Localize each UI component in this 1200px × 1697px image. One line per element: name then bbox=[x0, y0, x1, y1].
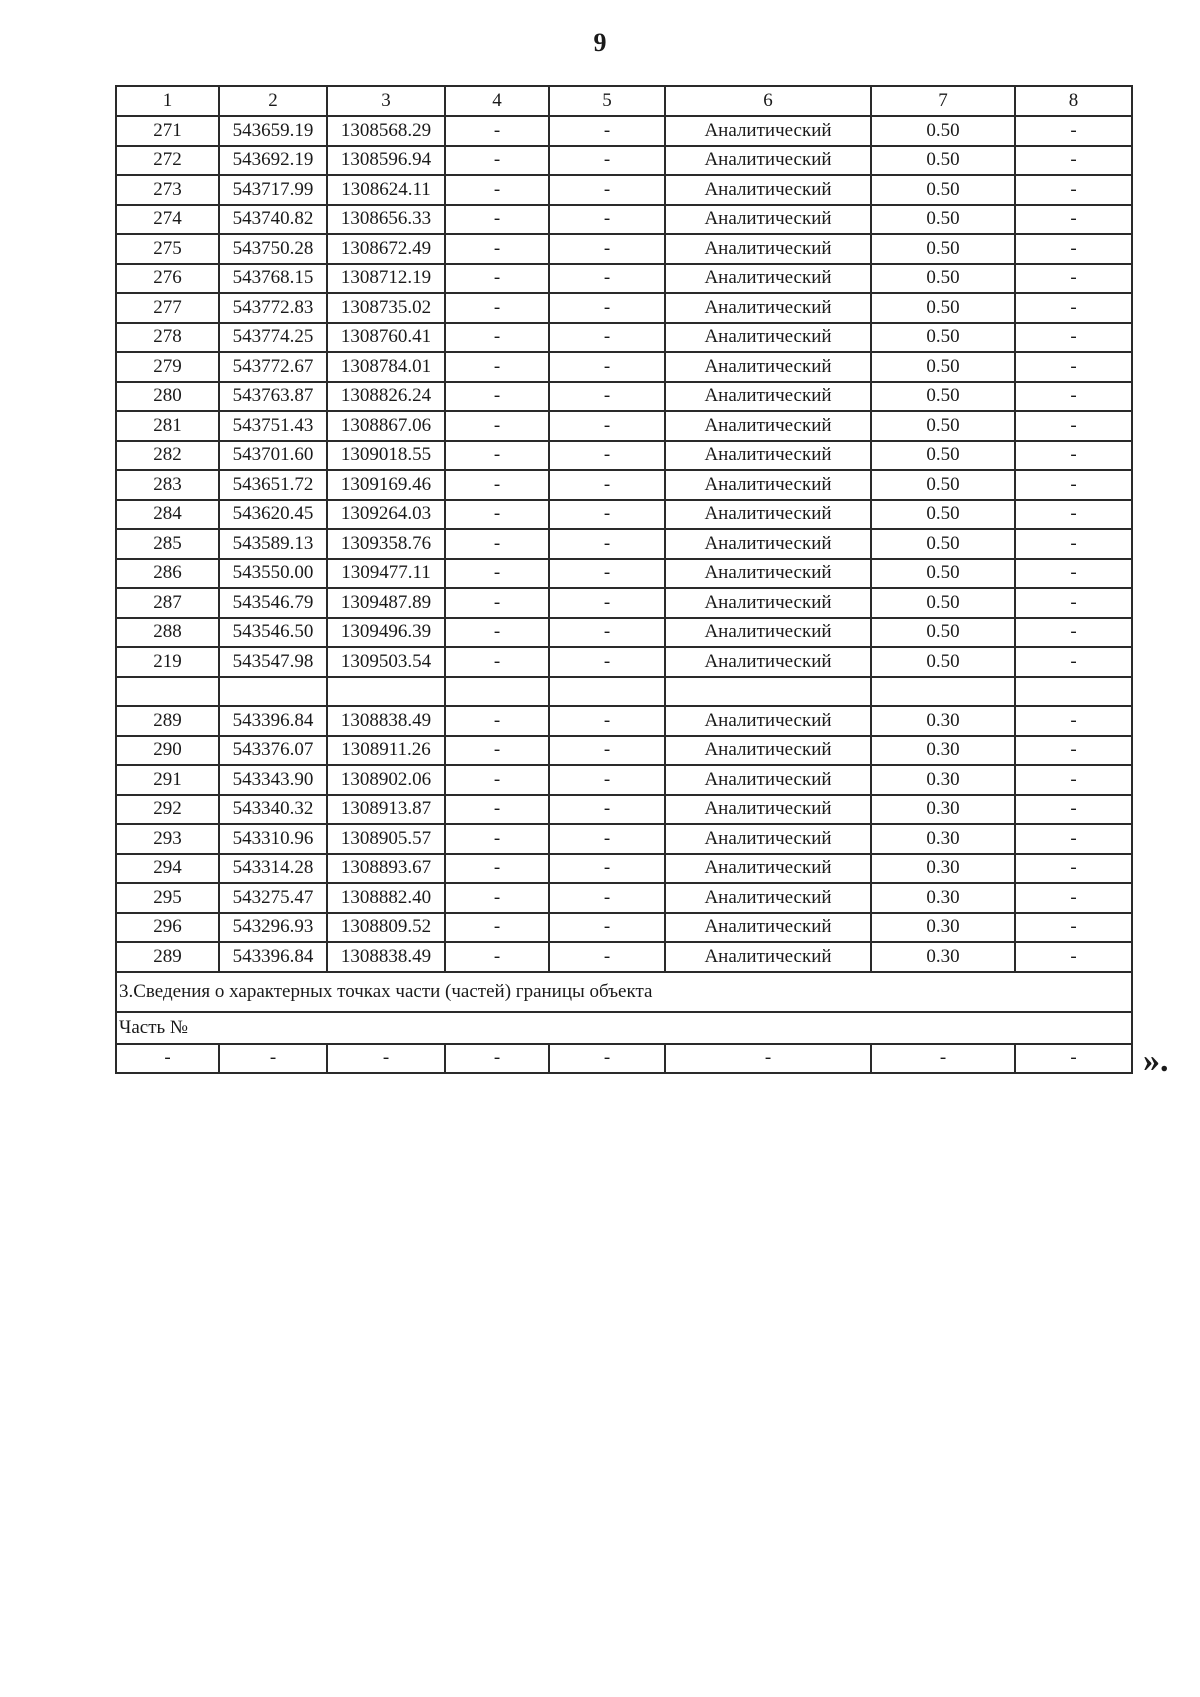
table-cell: 272 bbox=[116, 146, 219, 176]
table-row bbox=[116, 264, 1132, 294]
table-cell: 0.30 bbox=[871, 854, 1015, 884]
table-cell: 1308656.33 bbox=[327, 205, 445, 235]
table-cell: - bbox=[445, 824, 549, 854]
table-cell: 0.50 bbox=[871, 146, 1015, 176]
table-cell: 543547.98 bbox=[219, 647, 327, 677]
table-cell: 0.50 bbox=[871, 441, 1015, 471]
table-cell: 0.50 bbox=[871, 559, 1015, 589]
table-cell: 1308905.57 bbox=[327, 824, 445, 854]
table-row bbox=[116, 529, 1132, 559]
table-cell: - bbox=[1015, 382, 1132, 412]
table-cell: 275 bbox=[116, 234, 219, 264]
table-cell: - bbox=[1015, 588, 1132, 618]
table-cell: - bbox=[445, 205, 549, 235]
table-cell: - bbox=[549, 706, 665, 736]
table-cell: - bbox=[549, 264, 665, 294]
table-cell: Аналитический bbox=[665, 234, 871, 264]
table-row bbox=[116, 500, 1132, 530]
table-cell: 279 bbox=[116, 352, 219, 382]
table-header-row bbox=[116, 86, 1132, 116]
table-cell: 543546.79 bbox=[219, 588, 327, 618]
table-cell: - bbox=[445, 146, 549, 176]
table-cell: 287 bbox=[116, 588, 219, 618]
table-cell: 543659.19 bbox=[219, 116, 327, 146]
table-cell: 0.50 bbox=[871, 411, 1015, 441]
table-cell: - bbox=[445, 264, 549, 294]
table-cell: 271 bbox=[116, 116, 219, 146]
table-cell: - bbox=[549, 470, 665, 500]
table-cell: - bbox=[665, 1044, 871, 1074]
table-cell: 1309169.46 bbox=[327, 470, 445, 500]
table-cell: Аналитический bbox=[665, 618, 871, 648]
table-cell: Аналитический bbox=[665, 205, 871, 235]
table-cell: 0.50 bbox=[871, 588, 1015, 618]
table-cell: 0.30 bbox=[871, 765, 1015, 795]
table-row bbox=[116, 913, 1132, 943]
table-cell: - bbox=[327, 1044, 445, 1074]
table-cell: 277 bbox=[116, 293, 219, 323]
table-cell: - bbox=[1015, 116, 1132, 146]
table-cell: 0.50 bbox=[871, 175, 1015, 205]
table-cell: - bbox=[445, 323, 549, 353]
table-cell bbox=[665, 677, 871, 707]
table-cell: 1309477.11 bbox=[327, 559, 445, 589]
table-cell: - bbox=[549, 441, 665, 471]
table-cell: Аналитический bbox=[665, 559, 871, 589]
table-cell: - bbox=[549, 500, 665, 530]
table-cell: 3 bbox=[327, 86, 445, 116]
table-row bbox=[116, 175, 1132, 205]
table-cell: - bbox=[549, 765, 665, 795]
table-row bbox=[116, 352, 1132, 382]
table-cell: Аналитический bbox=[665, 382, 871, 412]
table-cell: Аналитический bbox=[665, 795, 871, 825]
table-row bbox=[116, 677, 1132, 707]
table-cell: 5 bbox=[549, 86, 665, 116]
table-cell: - bbox=[1015, 618, 1132, 648]
table-cell: Аналитический bbox=[665, 352, 871, 382]
table-cell: Аналитический bbox=[665, 116, 871, 146]
table-row bbox=[116, 647, 1132, 677]
table-cell: - bbox=[1015, 175, 1132, 205]
table-cell: 543546.50 bbox=[219, 618, 327, 648]
table-cell: 0.50 bbox=[871, 529, 1015, 559]
table-cell: Аналитический bbox=[665, 765, 871, 795]
table-cell: Аналитический bbox=[665, 854, 871, 884]
table-cell: 543768.15 bbox=[219, 264, 327, 294]
table-cell: Аналитический bbox=[665, 441, 871, 471]
table-cell: 1308826.24 bbox=[327, 382, 445, 412]
table-cell: 0.50 bbox=[871, 264, 1015, 294]
table-cell: 219 bbox=[116, 647, 219, 677]
table-cell: Аналитический bbox=[665, 323, 871, 353]
table-cell: 543772.83 bbox=[219, 293, 327, 323]
table-cell: - bbox=[549, 116, 665, 146]
table-cell: 543772.67 bbox=[219, 352, 327, 382]
table-cell: - bbox=[549, 588, 665, 618]
table-cell: 0.50 bbox=[871, 382, 1015, 412]
table-cell: 1309358.76 bbox=[327, 529, 445, 559]
table-cell: 543396.84 bbox=[219, 706, 327, 736]
table-cell: 0.50 bbox=[871, 352, 1015, 382]
table-cell: Аналитический bbox=[665, 529, 871, 559]
table-cell: - bbox=[549, 146, 665, 176]
table-cell: - bbox=[445, 883, 549, 913]
table-cell: 291 bbox=[116, 765, 219, 795]
table-cell: 0.50 bbox=[871, 234, 1015, 264]
table-cell: - bbox=[445, 736, 549, 766]
table-cell: 1308911.26 bbox=[327, 736, 445, 766]
table-cell: 543396.84 bbox=[219, 942, 327, 972]
table-cell: 0.50 bbox=[871, 205, 1015, 235]
table-cell: 1308784.01 bbox=[327, 352, 445, 382]
table-cell: 543651.72 bbox=[219, 470, 327, 500]
table-cell: 290 bbox=[116, 736, 219, 766]
table-cell: - bbox=[445, 795, 549, 825]
table-cell: 281 bbox=[116, 411, 219, 441]
table-cell: - bbox=[445, 352, 549, 382]
table-cell: 1308902.06 bbox=[327, 765, 445, 795]
table-cell: - bbox=[1015, 1044, 1132, 1074]
table-row bbox=[116, 146, 1132, 176]
table-cell: - bbox=[549, 942, 665, 972]
table-cell: 1308893.67 bbox=[327, 854, 445, 884]
table-row bbox=[116, 618, 1132, 648]
table-cell: - bbox=[1015, 883, 1132, 913]
table-cell: - bbox=[1015, 352, 1132, 382]
table-cell: - bbox=[549, 736, 665, 766]
table-cell: - bbox=[445, 618, 549, 648]
table-cell: 274 bbox=[116, 205, 219, 235]
table-cell: - bbox=[445, 382, 549, 412]
table-cell: 0.50 bbox=[871, 618, 1015, 648]
table-cell: 543620.45 bbox=[219, 500, 327, 530]
table-cell: 289 bbox=[116, 706, 219, 736]
table-row bbox=[116, 441, 1132, 471]
table-cell bbox=[219, 677, 327, 707]
table-cell: Аналитический bbox=[665, 883, 871, 913]
table-cell: 0.30 bbox=[871, 883, 1015, 913]
table-cell: 285 bbox=[116, 529, 219, 559]
table-row bbox=[116, 382, 1132, 412]
table-cell: 1309018.55 bbox=[327, 441, 445, 471]
table-cell: 0.30 bbox=[871, 942, 1015, 972]
table-cell: - bbox=[445, 293, 549, 323]
table-cell: 543275.47 bbox=[219, 883, 327, 913]
table-cell: 543550.00 bbox=[219, 559, 327, 589]
table-cell: 283 bbox=[116, 470, 219, 500]
table-cell: 296 bbox=[116, 913, 219, 943]
table-row bbox=[116, 234, 1132, 264]
table-cell: 543376.07 bbox=[219, 736, 327, 766]
table-cell: 0.50 bbox=[871, 323, 1015, 353]
section-title: 3.Сведения о характерных точках части (частей) границы объекта bbox=[116, 972, 1132, 1012]
table-row bbox=[116, 205, 1132, 235]
table-cell: 284 bbox=[116, 500, 219, 530]
table-cell: 1308760.41 bbox=[327, 323, 445, 353]
table-cell: - bbox=[445, 529, 549, 559]
table-cell: 0.50 bbox=[871, 647, 1015, 677]
table-cell: 543343.90 bbox=[219, 765, 327, 795]
table-row bbox=[116, 411, 1132, 441]
table-cell: Аналитический bbox=[665, 500, 871, 530]
table-cell: - bbox=[445, 942, 549, 972]
table-cell: - bbox=[1015, 441, 1132, 471]
table-cell: 0.30 bbox=[871, 795, 1015, 825]
table-cell: - bbox=[1015, 913, 1132, 943]
table-cell: Аналитический bbox=[665, 264, 871, 294]
table-cell: 0.30 bbox=[871, 913, 1015, 943]
table-cell: Аналитический bbox=[665, 913, 871, 943]
coordinates-table bbox=[115, 85, 1133, 1074]
table-cell: 278 bbox=[116, 323, 219, 353]
table-cell: 1308735.02 bbox=[327, 293, 445, 323]
table-cell: 7 bbox=[871, 86, 1015, 116]
table-cell: 0.50 bbox=[871, 500, 1015, 530]
table-cell: Аналитический bbox=[665, 175, 871, 205]
table-cell: - bbox=[445, 588, 549, 618]
table-cell: 0.30 bbox=[871, 706, 1015, 736]
table-cell: - bbox=[445, 913, 549, 943]
table-cell: - bbox=[1015, 234, 1132, 264]
table-cell: 1308672.49 bbox=[327, 234, 445, 264]
table-cell: - bbox=[871, 1044, 1015, 1074]
table-row bbox=[116, 706, 1132, 736]
table-cell: - bbox=[1015, 146, 1132, 176]
table-cell: - bbox=[1015, 706, 1132, 736]
table-cell: 543340.32 bbox=[219, 795, 327, 825]
table-row bbox=[116, 1044, 1132, 1074]
table-cell: - bbox=[549, 382, 665, 412]
table-cell: - bbox=[219, 1044, 327, 1074]
table-cell: - bbox=[549, 913, 665, 943]
table-cell: - bbox=[549, 293, 665, 323]
table-cell: - bbox=[1015, 824, 1132, 854]
table-cell: - bbox=[445, 411, 549, 441]
table-cell: - bbox=[445, 647, 549, 677]
table-cell bbox=[327, 677, 445, 707]
table-cell: - bbox=[549, 618, 665, 648]
table-row bbox=[116, 942, 1132, 972]
table-cell: 543750.28 bbox=[219, 234, 327, 264]
table-cell: Аналитический bbox=[665, 824, 871, 854]
table-cell: - bbox=[1015, 470, 1132, 500]
section-title-row bbox=[116, 972, 1132, 1012]
table-cell: 1309503.54 bbox=[327, 647, 445, 677]
table-cell: - bbox=[1015, 500, 1132, 530]
table-cell: - bbox=[1015, 411, 1132, 441]
table-cell: 543717.99 bbox=[219, 175, 327, 205]
table-cell: - bbox=[549, 883, 665, 913]
table-row bbox=[116, 588, 1132, 618]
table-cell: 1309264.03 bbox=[327, 500, 445, 530]
table-cell: - bbox=[445, 175, 549, 205]
table-cell: 543751.43 bbox=[219, 411, 327, 441]
table-cell: - bbox=[445, 559, 549, 589]
table-cell: 276 bbox=[116, 264, 219, 294]
table-cell: 1308838.49 bbox=[327, 942, 445, 972]
table-cell: 1308913.87 bbox=[327, 795, 445, 825]
table-cell: 1309487.89 bbox=[327, 588, 445, 618]
table-cell: 0.50 bbox=[871, 470, 1015, 500]
table-row bbox=[116, 765, 1132, 795]
table-cell: - bbox=[549, 352, 665, 382]
table-cell: 1308882.40 bbox=[327, 883, 445, 913]
table-cell bbox=[549, 677, 665, 707]
table-cell: 0.50 bbox=[871, 293, 1015, 323]
table-cell: - bbox=[1015, 323, 1132, 353]
table-cell: 273 bbox=[116, 175, 219, 205]
table-cell bbox=[871, 677, 1015, 707]
table-cell: 289 bbox=[116, 942, 219, 972]
table-cell: - bbox=[1015, 647, 1132, 677]
table-cell: Аналитический bbox=[665, 736, 871, 766]
table-cell: 294 bbox=[116, 854, 219, 884]
table-cell bbox=[116, 677, 219, 707]
table-cell: - bbox=[549, 205, 665, 235]
table-row bbox=[116, 293, 1132, 323]
table-cell: - bbox=[549, 559, 665, 589]
table-cell: 543774.25 bbox=[219, 323, 327, 353]
table-cell: 0.30 bbox=[871, 736, 1015, 766]
table-cell: - bbox=[445, 765, 549, 795]
table-cell: Аналитический bbox=[665, 942, 871, 972]
table-cell: 0.30 bbox=[871, 824, 1015, 854]
table-row bbox=[116, 116, 1132, 146]
table-cell: - bbox=[1015, 854, 1132, 884]
table-cell: - bbox=[116, 1044, 219, 1074]
table-cell: 1309496.39 bbox=[327, 618, 445, 648]
table-cell: - bbox=[1015, 795, 1132, 825]
table-cell: 288 bbox=[116, 618, 219, 648]
table-cell: 1 bbox=[116, 86, 219, 116]
table-cell: 543314.28 bbox=[219, 854, 327, 884]
table-cell: - bbox=[549, 411, 665, 441]
page-number: 9 bbox=[593, 28, 607, 57]
table-cell: - bbox=[445, 706, 549, 736]
table-cell: 1308809.52 bbox=[327, 913, 445, 943]
table-cell: - bbox=[445, 234, 549, 264]
table-cell: 543692.19 bbox=[219, 146, 327, 176]
table-row bbox=[116, 559, 1132, 589]
table-cell: - bbox=[1015, 529, 1132, 559]
table-cell: 543296.93 bbox=[219, 913, 327, 943]
table-cell: - bbox=[549, 234, 665, 264]
table-cell: Аналитический bbox=[665, 411, 871, 441]
table-cell: - bbox=[445, 1044, 549, 1074]
table-body bbox=[116, 86, 1132, 1073]
table-cell: - bbox=[549, 795, 665, 825]
table-row bbox=[116, 323, 1132, 353]
table-cell: Аналитический bbox=[665, 146, 871, 176]
table-cell: 543589.13 bbox=[219, 529, 327, 559]
table-cell: 295 bbox=[116, 883, 219, 913]
table-cell: Аналитический bbox=[665, 293, 871, 323]
table-cell: - bbox=[549, 175, 665, 205]
table-cell: Аналитический bbox=[665, 588, 871, 618]
table-cell: 1308867.06 bbox=[327, 411, 445, 441]
table-cell: - bbox=[549, 824, 665, 854]
table-row bbox=[116, 854, 1132, 884]
table-cell: Аналитический bbox=[665, 706, 871, 736]
table-row bbox=[116, 824, 1132, 854]
table-cell: 1308624.11 bbox=[327, 175, 445, 205]
table-cell: - bbox=[445, 470, 549, 500]
table-cell: - bbox=[445, 116, 549, 146]
table-cell: - bbox=[549, 323, 665, 353]
table-cell: - bbox=[1015, 942, 1132, 972]
table-cell: 543740.82 bbox=[219, 205, 327, 235]
table-cell: - bbox=[1015, 765, 1132, 795]
table-cell: - bbox=[1015, 293, 1132, 323]
table-row bbox=[116, 736, 1132, 766]
table-cell: - bbox=[1015, 559, 1132, 589]
table-cell: 282 bbox=[116, 441, 219, 471]
table-cell: 4 bbox=[445, 86, 549, 116]
table-row bbox=[116, 470, 1132, 500]
table-cell: - bbox=[1015, 205, 1132, 235]
part-label-row bbox=[116, 1012, 1132, 1044]
table-cell: - bbox=[1015, 264, 1132, 294]
table-cell: - bbox=[549, 1044, 665, 1074]
table-cell: - bbox=[445, 854, 549, 884]
table-row bbox=[116, 795, 1132, 825]
table-cell: 0.50 bbox=[871, 116, 1015, 146]
table-cell: 543310.96 bbox=[219, 824, 327, 854]
table-cell: - bbox=[549, 529, 665, 559]
table-cell: Аналитический bbox=[665, 470, 871, 500]
table-cell: 286 bbox=[116, 559, 219, 589]
table-cell: - bbox=[549, 854, 665, 884]
table-cell: Аналитический bbox=[665, 647, 871, 677]
table-cell: 292 bbox=[116, 795, 219, 825]
part-label: Часть № bbox=[116, 1012, 1132, 1044]
table-cell: 8 bbox=[1015, 86, 1132, 116]
table-cell: - bbox=[549, 647, 665, 677]
table-cell bbox=[1015, 677, 1132, 707]
table-cell: 6 bbox=[665, 86, 871, 116]
table-cell: 1308712.19 bbox=[327, 264, 445, 294]
table-cell: - bbox=[445, 441, 549, 471]
table-cell: 1308596.94 bbox=[327, 146, 445, 176]
table-cell: - bbox=[445, 500, 549, 530]
closing-quote: ». bbox=[1143, 1042, 1169, 1079]
table-cell: 543763.87 bbox=[219, 382, 327, 412]
table-cell: 280 bbox=[116, 382, 219, 412]
table-cell: 293 bbox=[116, 824, 219, 854]
table-cell bbox=[445, 677, 549, 707]
table-cell: 1308568.29 bbox=[327, 116, 445, 146]
table-cell: 2 bbox=[219, 86, 327, 116]
table-cell: - bbox=[1015, 736, 1132, 766]
table-cell: 543701.60 bbox=[219, 441, 327, 471]
table-row bbox=[116, 883, 1132, 913]
table-cell: 1308838.49 bbox=[327, 706, 445, 736]
